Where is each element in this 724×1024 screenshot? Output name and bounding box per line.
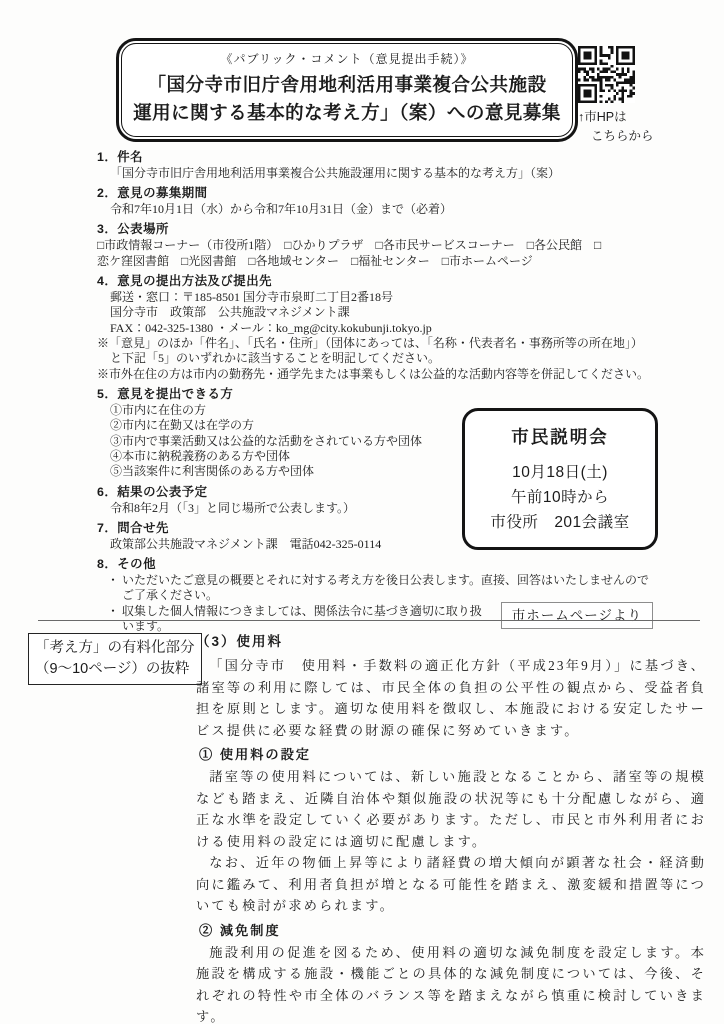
qr-code-icon	[578, 46, 635, 103]
section-8-bullet-2-text: 収集した個人情報につきましては、関係法令に基づき適切に取り扱います。	[122, 603, 482, 634]
qr-caption-line-1: ↑市HPは	[578, 110, 627, 124]
section-4-submission	[97, 274, 653, 382]
section-3-body-line-2: 恋ケ窪図書館 □光図書館 □各地域センター □福祉センター □市ホームページ	[97, 253, 533, 268]
section-4-note-1a: ※「意見」のほか「件名」、「氏名・住所」（団体にあっては、「名称・代表者名・事務所等の所在地」）	[97, 336, 643, 351]
homepage-source-box: 市ホームページより	[501, 602, 653, 629]
briefing-place: 市役所 201会議室	[490, 514, 630, 532]
fee-setting-paragraph-1: 諸室等の使用料については、新しい施設となることから、諸室等の規模なども踏まえ、近隣自治体や類似施設の状況等にも十分配慮しながら、適正な水準を設定していく必要があります。ただし、市民と市外利用者における使用料の設定には適切に配慮します。	[196, 769, 706, 849]
section-3-locations	[97, 222, 653, 269]
sections-list	[97, 150, 653, 640]
section-2-heading: 2．意見の募集期間	[97, 186, 208, 201]
usage-fee-intro-paragraph: 「国分寺市 使用料・手数料の適正化方針（平成23年9月）」に基づき、諸室等の利用に際しては、市民全体の負担の公平性の観点から、受益者負担を原則とします。適切な使用料を徴収し、本施設における安定したサービス提供に必要な経費の財源の確保に努めていきます。	[196, 658, 706, 738]
section-3-body-line-1: □市政情報コーナー（市役所1階） □ひかりプラザ □各市民サービスコーナー □各公民館 □	[97, 238, 602, 253]
title-line-2: 運用に関する基本的な考え方」（案）への意見募集	[133, 101, 561, 123]
excerpt-label-line-2: （9～10ページ）の抜粋	[35, 661, 190, 678]
fee-reduction-subheading: ② 減免制度	[199, 922, 281, 938]
section-4-fax-email: FAX：042-325-1380 ・メール：ko_mg@city.kokubunji.tokyo.jp	[110, 320, 432, 335]
title-box	[116, 38, 578, 142]
section-4-address: 郵送・窓口：〒185-8501 国分寺市泉町二丁目2番18号	[110, 289, 393, 304]
section-6-body: 令和8年2月（「3」と同じ場所で公表します。）	[110, 500, 356, 515]
section-4-note-1b: と下記「5」のいずれかに該当することを明記してください。	[110, 351, 441, 366]
section-7-heading: 7．問合せ先	[97, 521, 169, 535]
section-6-heading: 6．結果の公表予定	[97, 484, 208, 499]
fee-setting-subheading: ① 使用料の設定	[199, 747, 311, 763]
section-8-bullet-1-text: いただいたご意見の概要とそれに対する考え方を後日公表します。直接、回答はいたしませんのでご了承ください。	[122, 573, 650, 603]
citizen-briefing-box	[462, 408, 658, 550]
public-comment-subtitle: 《パブリック・コメント（意見提出手続）》	[220, 52, 474, 66]
section-2-period	[97, 186, 653, 217]
section-5-heading: 5．意見を提出できる方	[97, 387, 234, 402]
section-2-body: 令和7年10月1日（水）から令和7年10月31日（金）まで（必着）	[110, 202, 453, 217]
excerpt-content	[196, 630, 706, 1024]
fee-reduction-paragraph: 施設利用の促進を図るため、使用料の適切な減免制度を設定します。本施設を構成する施設・機能ごとの具体的な減免制度については、今後、それぞれの特性や市全体のバランス等を踏まえながら慎重に検討していきます。	[196, 944, 706, 1024]
section-5-item-5: ⑤当該案件に利害関係のある方や団体	[110, 464, 315, 479]
section-4-note-2: ※市外在住の方は市内の勤務先・通学先または事業もしくは公益的な活動内容等を併記してください。	[97, 366, 650, 381]
section-divider	[38, 620, 700, 621]
briefing-time: 午前10時から	[510, 489, 610, 507]
section-5-item-1: ①市内に在住の方	[110, 402, 207, 417]
usage-fee-heading: （3）使用料	[196, 634, 284, 649]
excerpt-label-line-1: 「考え方」の有料化部分	[35, 640, 195, 656]
section-5-item-3: ③市内で事業活動又は公益的な活動をされている方や団体	[110, 433, 423, 448]
bullet-dot: ・	[107, 603, 120, 618]
title-box-inner	[121, 43, 573, 137]
qr-caption-line-2: こちらから	[591, 129, 654, 144]
qr-block	[578, 46, 698, 147]
section-4-heading: 4．意見の提出方法及び提出先	[97, 274, 272, 289]
section-1-subject	[97, 150, 653, 181]
title-line-1: 「国分寺市旧庁舎用地利活用事業複合公共施設	[147, 74, 547, 95]
section-5-item-2: ②市内に在勤又は在学の方	[110, 418, 255, 433]
section-1-body: 「国分寺市旧庁舎用地利活用事業複合公共施設運用に関する基本的な考え方」（案）	[110, 165, 561, 180]
qr-caption	[578, 108, 698, 147]
bullet-dot: ・	[107, 573, 120, 588]
section-8-heading: 8．その他	[97, 557, 156, 572]
section-7-body: 政策部公共施設マネジメント課 電話042-325-0114	[110, 536, 382, 551]
briefing-title: 市民説明会	[511, 427, 609, 447]
section-4-department: 国分寺市 政策部 公共施設マネジメント課	[110, 305, 350, 320]
briefing-date: 10月18日(土)	[512, 464, 608, 481]
section-8-bullet-1	[97, 573, 653, 604]
section-8-other	[97, 557, 653, 634]
section-3-heading: 3．公表場所	[97, 222, 169, 237]
section-5-item-4: ④本市に納税義務のある方や団体	[110, 449, 291, 464]
excerpt-label-box	[28, 633, 202, 685]
fee-setting-paragraph-2: なお、近年の物価上昇等により諸経費の増大傾向が顕著な社会・経済動向に鑑みて、利用者負担が増となる可能性を踏まえ、激変緩和措置等についても検討が求められます。	[196, 855, 706, 914]
section-1-heading: 1．件名	[97, 150, 144, 164]
